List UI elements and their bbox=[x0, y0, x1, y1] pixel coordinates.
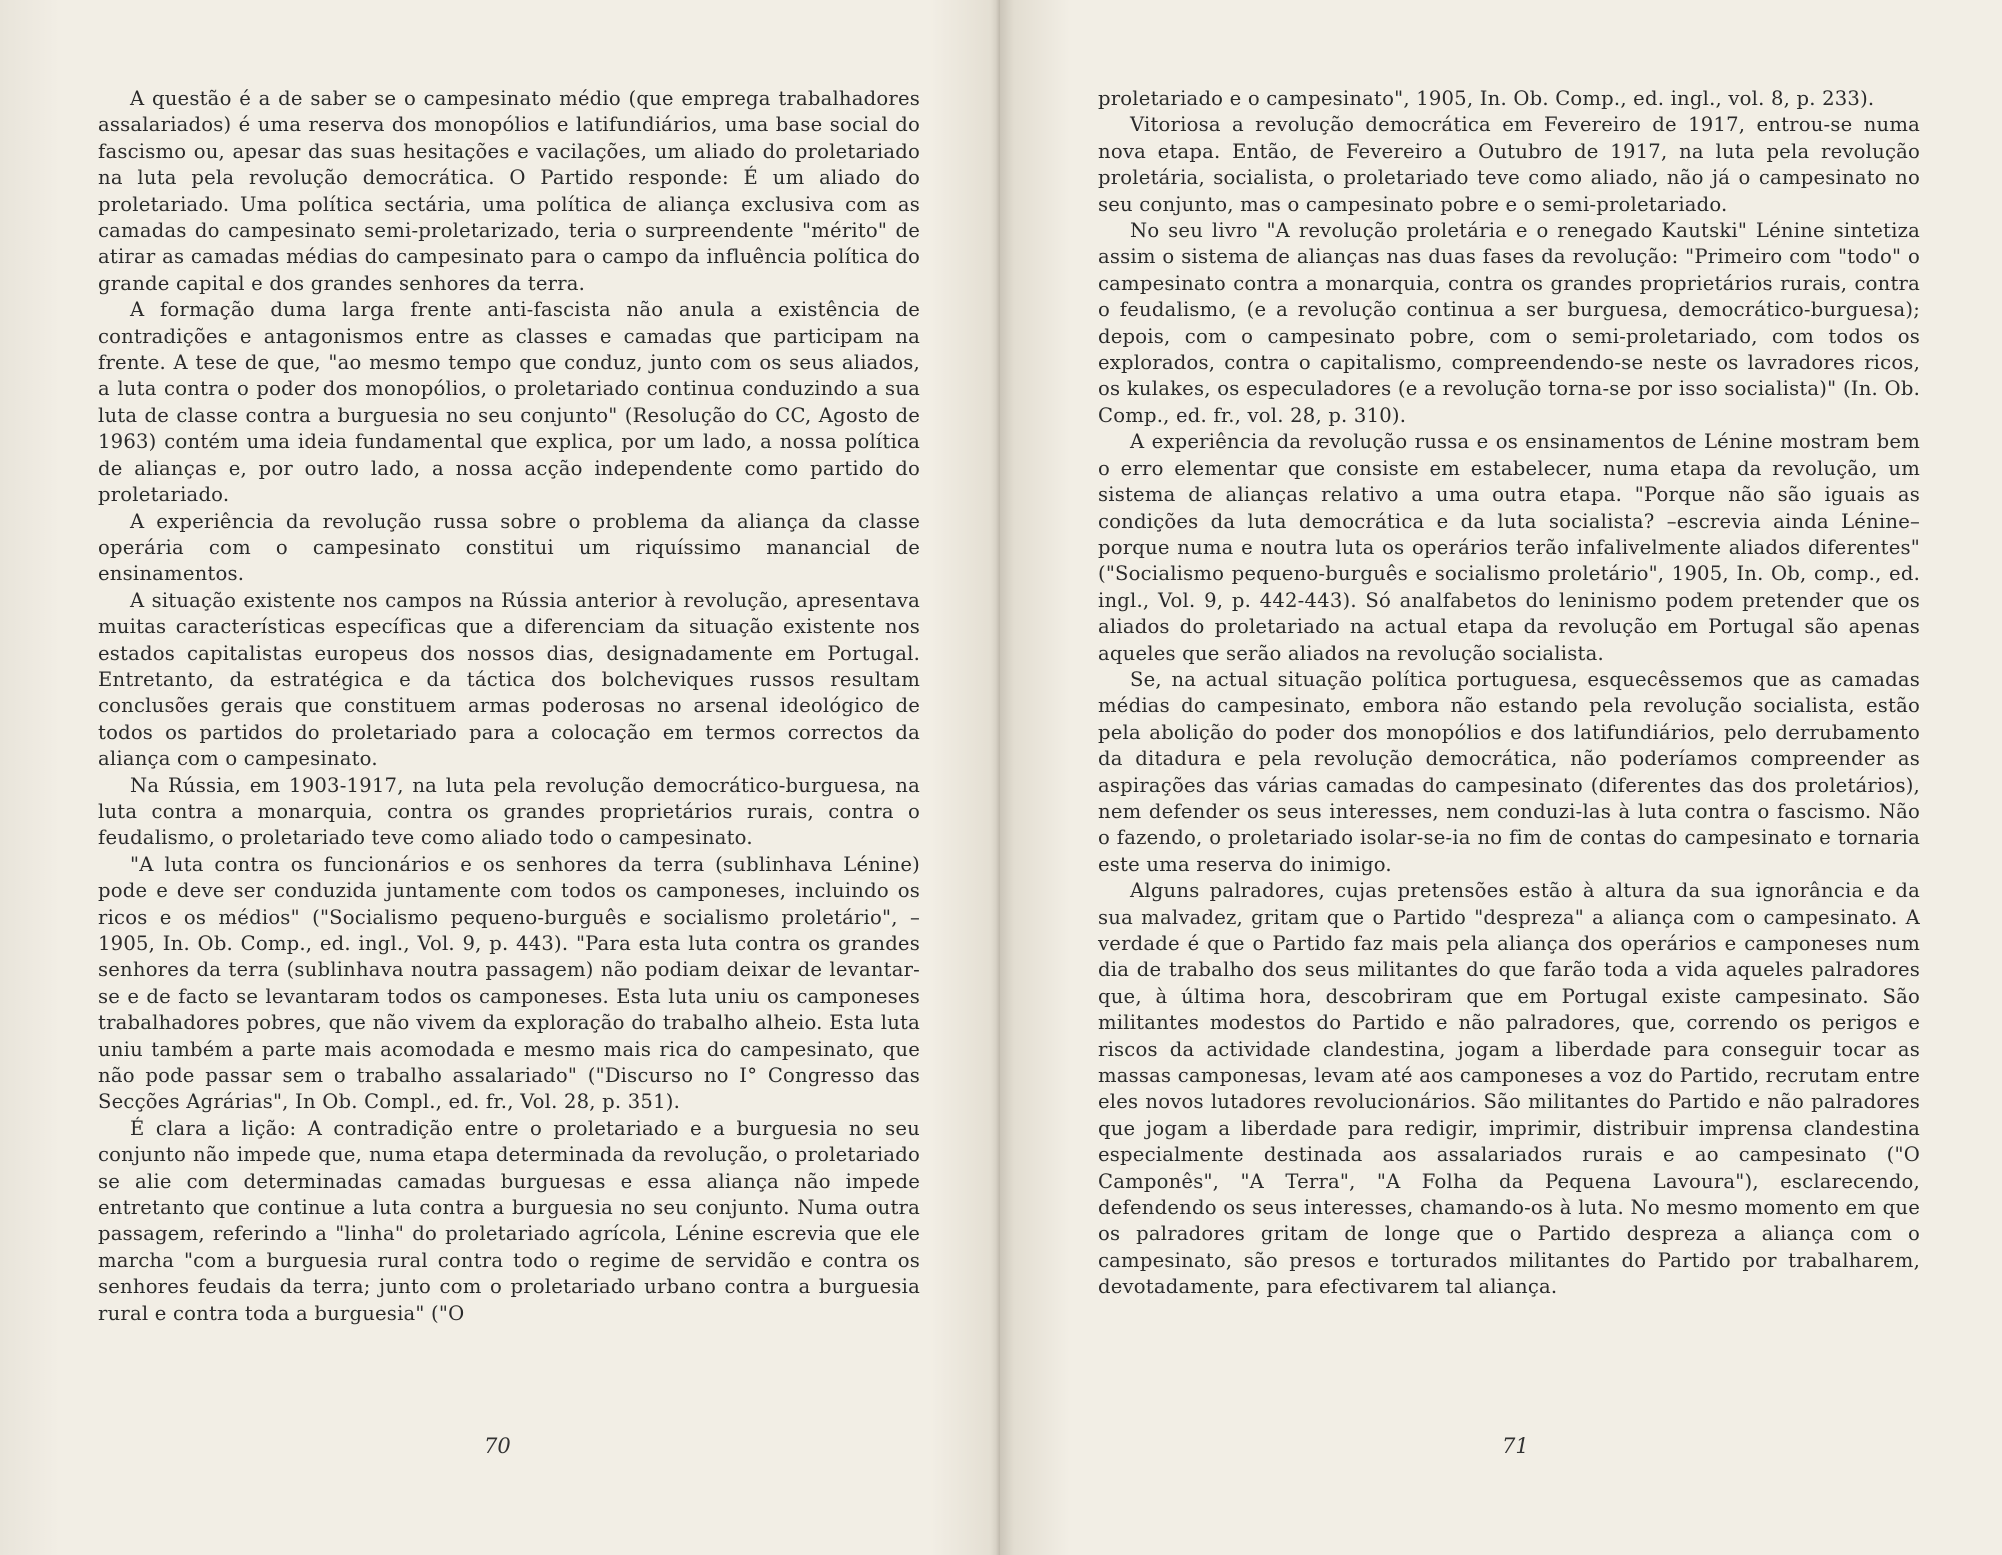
paragraph: "A luta contra os funcionários e os senhores da terra (sublinhava Lénine) pode e deve ser conduzida juntamente com todos os camponeses, incluindo os ricos e os médios" ("Socialismo pequeno-burguês e socialismo proletário", – 1905, In. Ob. Comp., ed. ingl., Vol. 9, p. 443). "Para esta luta contra os grandes senhores da terra (sublinhava noutra passagem) não podiam deixar de levantar-se e de facto se levantaram todos os camponeses. Esta luta uniu os camponeses trabalhadores pobres, que não vivem da exploração do trabalho alheio. Esta luta uniu também a parte mais acomodada e mesmo mais rica do campesinato, que não pode passar sem o trabalho assalariado" ("Discurso no I° Congresso das Secções Agrárias", In Ob. Compl., ed. fr., Vol. 28, p. 351). bbox=[98, 852, 920, 1114]
right-page-text bbox=[1098, 86, 1920, 1301]
paragraph: A formação duma larga frente anti-fascista não anula a existência de contradições e antagonismos entre as classes e camadas que participam na frente. A tese de que, "ao mesmo tempo que conduz, junto com os seus aliados, a luta contra o poder dos monopólios, o proletariado continua conduzindo a sua luta de classe contra a burguesia no seu conjunto" (Resolução do CC, Agosto de 1963) contém uma ideia fundamental que explica, por um lado, a nossa política de alianças e, por outro lado, a nossa acção independente como partido do proletariado. bbox=[98, 298, 920, 507]
left-page-text bbox=[98, 86, 920, 1327]
paragraph: A situação existente nos campos na Rússia anterior à revolução, apresentava muitas características específicas que a diferenciam da situação existente nos estados capitalistas europeus dos nossos dias, designadamente em Portugal. Entretanto, da estratégica e da táctica dos bolcheviques russos resultam conclusões gerais que constituem armas poderosas no arsenal ideológico de todos os partidos do proletariado para a colocação em termos correctos da aliança com o campesinato. bbox=[98, 588, 920, 771]
page-number-left: 70 bbox=[484, 1434, 511, 1458]
paragraph: Alguns palradores, cujas pretensões estão à altura da sua ignorância e da sua malvadez, gritam que o Partido "despreza" a aliança com o campesinato. A verdade é que o Partido faz mais pela aliança dos operários e camponeses num dia de trabalho dos seus militantes do que farão toda a vida aqueles palradores que, à última hora, descobriram que em Portugal existe campesinato. São militantes modestos do Partido e não palradores, que, correndo os perigos e riscos da actividade clandestina, jogam a liberdade para conseguir tocar as massas camponesas, levam até aos camponeses a voz do Partido, recrutam entre eles novos lutadores revolucionários. São militantes do Partido e não palradores que jogam a liberdade para redigir, imprimir, distribuir imprensa clandestina especialmente destinada aos assalariados rurais e ao campesinato ("O Camponês", "A Terra", "A Folha da Pequena Lavoura"), esclarecendo, defendendo os seus interesses, chamando-os à luta. No mesmo momento em que os palradores gritam de longe que o Partido despreza a aliança com o campesinato, são presos e torturados militantes do Partido por trabalharem, devotadamente, para efectivarem tal aliança. bbox=[1098, 879, 1920, 1299]
left-page bbox=[0, 0, 1000, 1555]
paragraph: A experiência da revolução russa sobre o problema da aliança da classe operária com o campesinato constitui um riquíssimo manancial de ensinamentos. bbox=[98, 509, 920, 586]
paragraph: É clara a lição: A contradição entre o proletariado e a burguesia no seu conjunto não impede que, numa etapa determinada da revolução, o proletariado se alie com determinadas camadas burguesas e essa aliança não impede entretanto que continue a luta contra a burguesia no seu conjunto. Numa outra passagem, referindo a "linha" do proletariado agrícola, Lénine escrevia que ele marcha "com a burguesia rural contra todo o regime de servidão e contra os senhores feudais da terra; junto com o proletariado urbano contra a burguesia rural e contra toda a burguesia" ("O bbox=[98, 1116, 920, 1325]
paragraph: A experiência da revolução russa e os ensinamentos de Lénine mostram bem o erro elementar que consiste em estabelecer, numa etapa da revolução, um sistema de alianças relativo a uma outra etapa. "Porque não são iguais as condições da luta democrática e da luta socialista? –escrevia ainda Lénine– porque numa e noutra luta os operários terão infalivelmente aliados diferentes" ("Socialismo pequeno-burguês e socialismo proletário", 1905, In. Ob, comp., ed. ingl., Vol. 9, p. 442-443). Só analfabetos do leninismo podem pretender que os aliados do proletariado na actual etapa da revolução em Portugal são apenas aqueles que serão aliados na revolução socialista. bbox=[1098, 430, 1920, 665]
paragraph: A questão é a de saber se o campesinato médio (que emprega trabalhadores assalariados) é uma reserva dos monopólios e latifundiários, uma base social do fascismo ou, apesar das suas hesitações e vacilações, um aliado do proletariado na luta pela revolução democrática. O Partido responde: É um aliado do proletariado. Uma política sectária, uma política de aliança exclusiva com as camadas do campesinato semi-proletarizado, teria o surpreendente "mérito" de atirar as camadas médias do campesinato para o campo da influência política do grande capital e dos grandes senhores da terra. bbox=[98, 87, 920, 295]
paragraph: No seu livro "A revolução proletária e o renegado Kautski" Lénine sintetiza assim o sistema de alianças nas duas fases da revolução: "Primeiro com "todo" o campesinato contra a monarquia, contra os grandes proprietários rurais, contra o feudalismo, (e a revolução continua a ser burguesa, democrático-burguesa); depois, com o campesinato pobre, com o semi-proletariado, com todos os explorados, contra o capitalismo, compreendendo-se neste os lavradores ricos, os kulakes, os especuladores (e a revolução torna-se por isso socialista)" (In. Ob. Comp., ed. fr., vol. 28, p. 310). bbox=[1098, 219, 1920, 427]
paragraph: Vitoriosa a revolução democrática em Fevereiro de 1917, entrou-se numa nova etapa. Então, de Fevereiro a Outubro de 1917, na luta pela revolução proletária, socialista, o proletariado teve como aliado, não já o campesinato no seu conjunto, mas o campesinato pobre e o semi-proletariado. bbox=[1098, 113, 1920, 216]
paragraph: Se, na actual situação política portuguesa, esquecêssemos que as camadas médias do campesinato, embora não estando pela revolução socialista, estão pela abolição do poder dos monopólios e dos latifundiários, pelo derrubamento da ditadura e pela revolução democrática, não poderíamos compreender as aspirações das várias camadas do campesinato (diferentes das dos proletários), nem defender os seus interesses, nem conduzi-las à luta contra o fascismo. Não o fazendo, o proletariado isolar-se-ia no fim de contas do campesinato e tornaria este uma reserva do inimigo. bbox=[1098, 667, 1920, 876]
right-page bbox=[1000, 0, 2002, 1555]
paragraph: Na Rússia, em 1903-1917, na luta pela revolução democrático-burguesa, na luta contra a monarquia, contra os grandes proprietários rurais, contra o feudalismo, o proletariado teve como aliado todo o campesinato. bbox=[98, 773, 920, 850]
paragraph-continuation: proletariado e o campesinato", 1905, In. Ob. Comp., ed. ingl., vol. 8, p. 233). bbox=[1098, 87, 1875, 110]
page-number-right: 71 bbox=[1502, 1434, 1529, 1458]
